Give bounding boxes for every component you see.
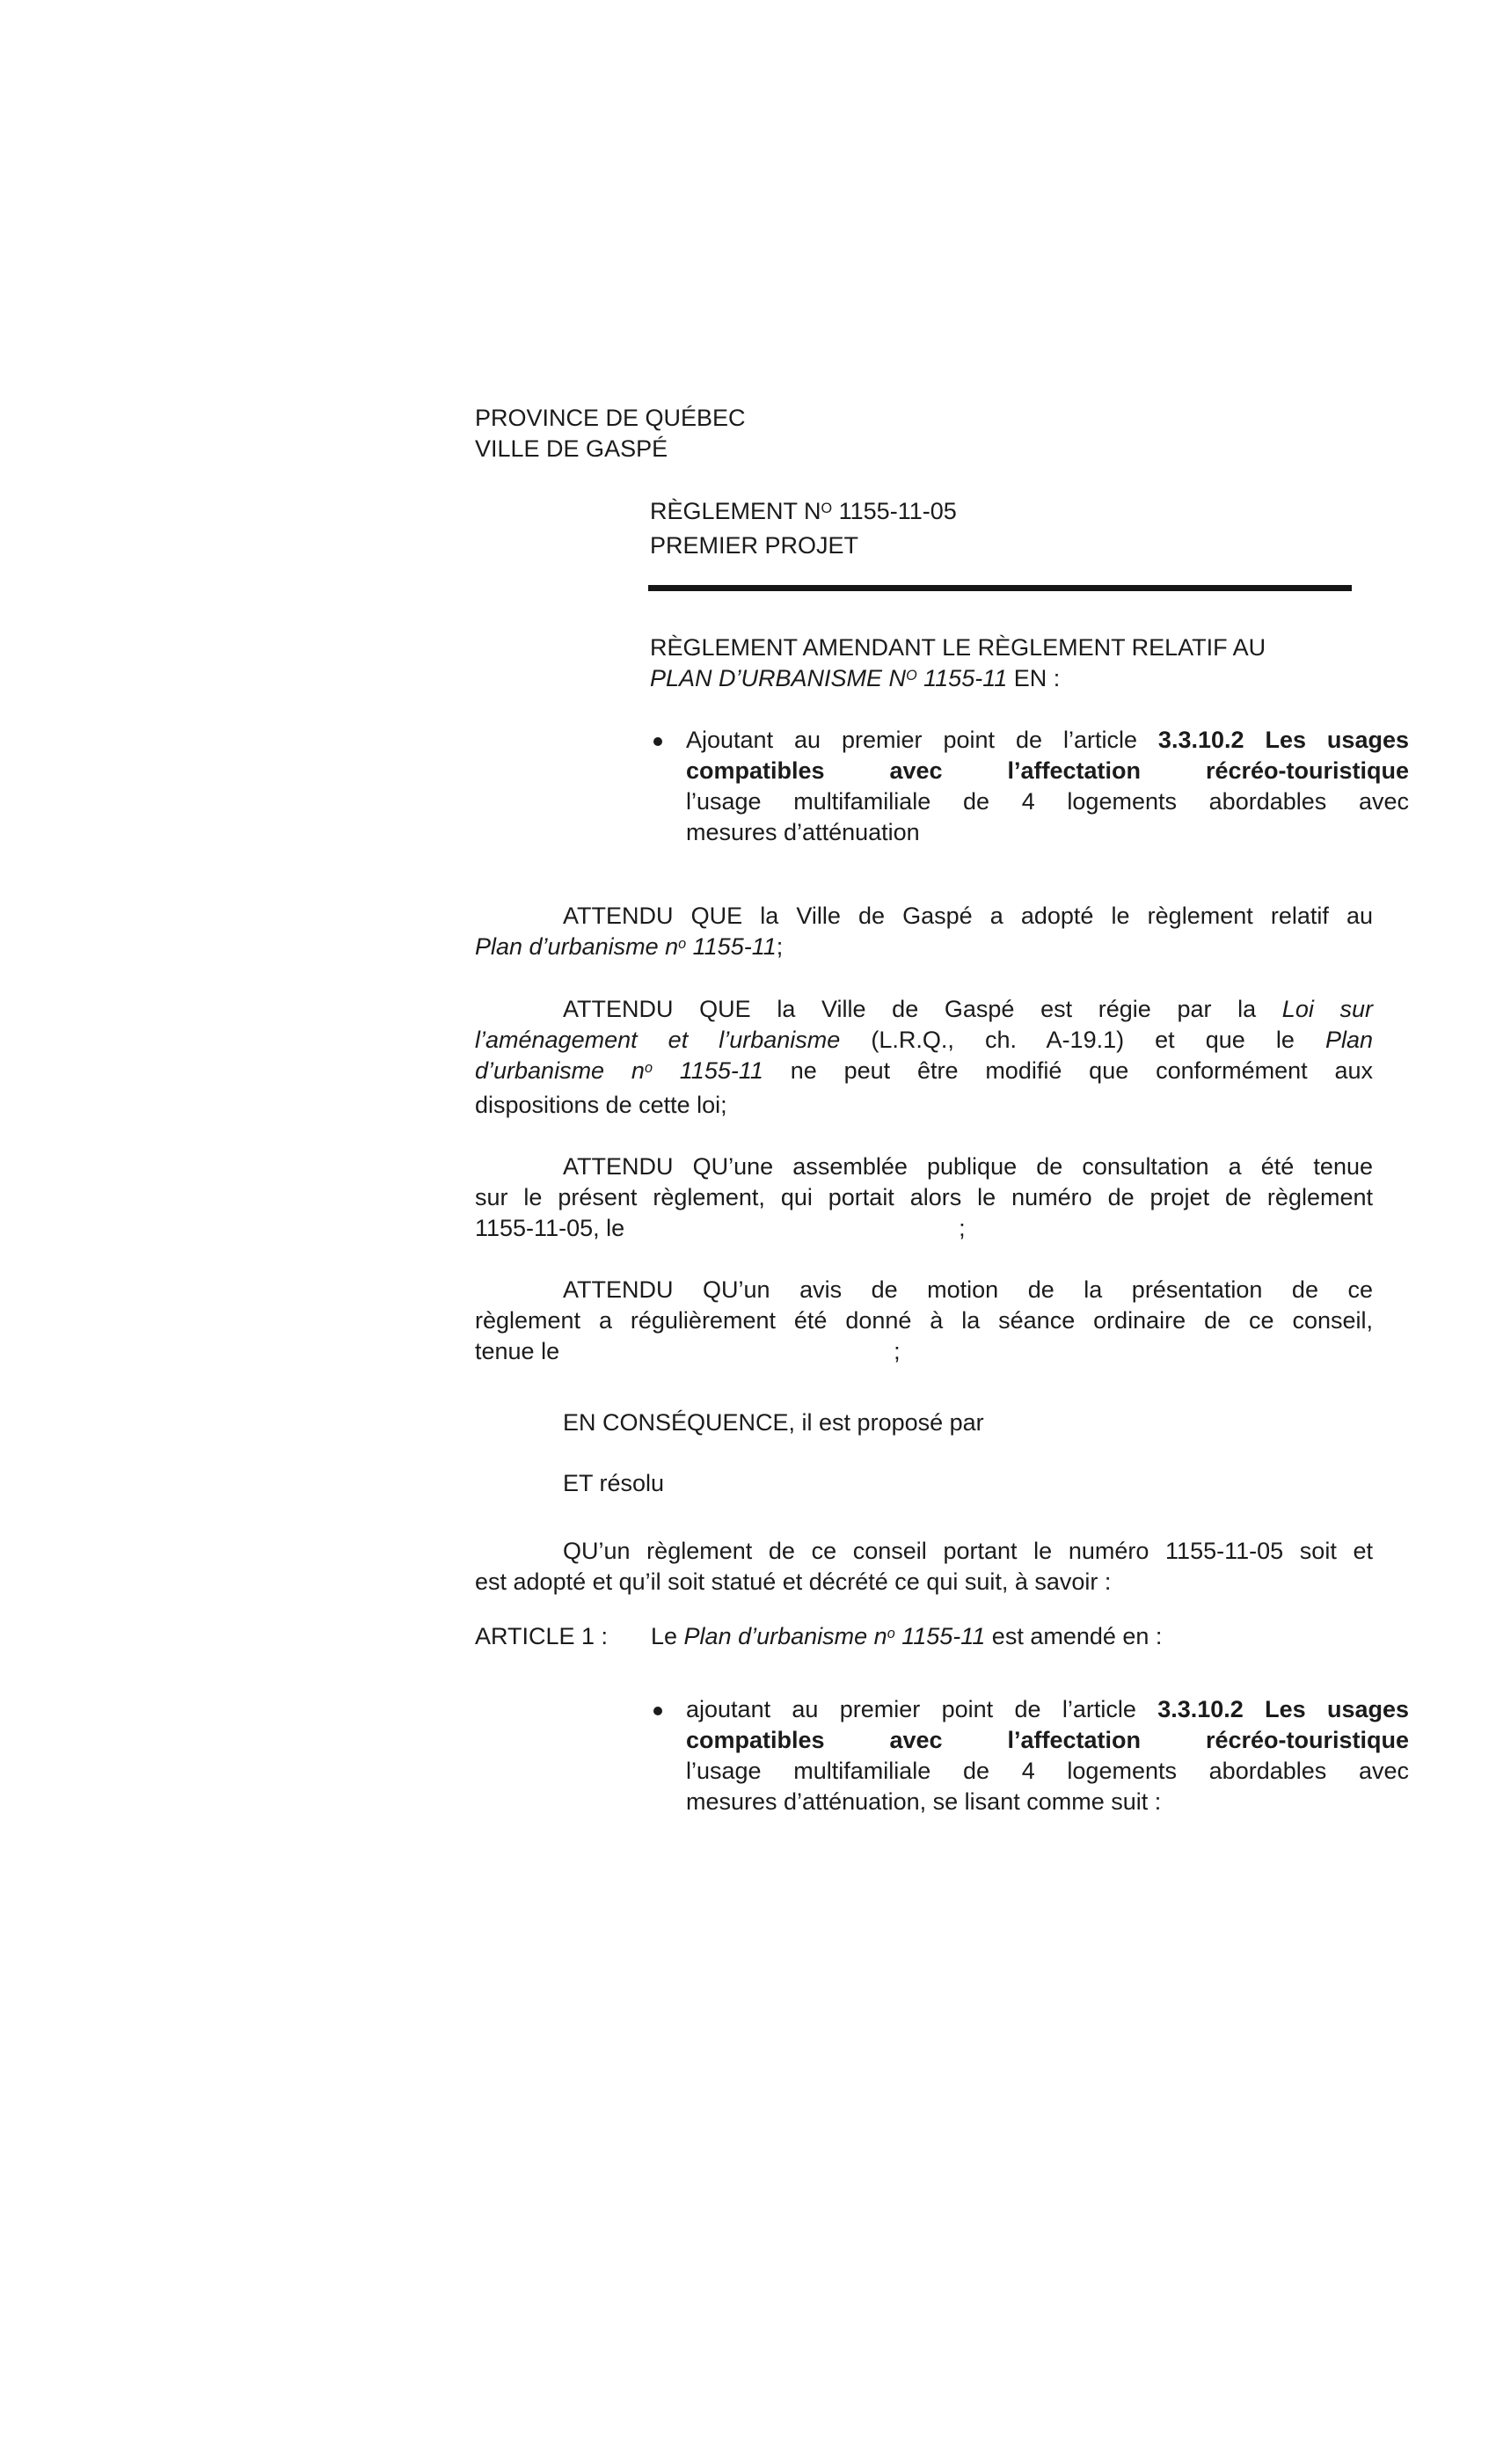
letterhead — [475, 403, 1373, 464]
text-run: EN : — [1007, 665, 1061, 691]
text-run: Plan d’urbanisme n — [683, 1623, 887, 1649]
text-line — [475, 994, 1373, 1025]
bullet-body — [686, 725, 1409, 848]
article-label: ARTICLE 1 : — [475, 1623, 609, 1649]
text-run: o — [887, 1625, 895, 1641]
text-line — [475, 1182, 1373, 1213]
text-run: 1155-11-05, le — [475, 1215, 625, 1241]
text-run: (L.R.Q., ch. A-19.1) et que le — [840, 1027, 1325, 1053]
text-run: l’usage multifamiliale de 4 logements abordables avec — [686, 788, 1409, 815]
text-run: règlement a régulièrement été donné à la séance ordinaire de ce conseil, — [475, 1307, 1373, 1334]
text-run: Plan — [1325, 1027, 1373, 1053]
text-line — [475, 1152, 1373, 1182]
text-line — [475, 1056, 1373, 1090]
text-run: Plan d’urbanisme n — [475, 933, 679, 960]
text-run: o — [644, 1059, 653, 1076]
text-line — [475, 1025, 1373, 1056]
para-et-resolu — [475, 1468, 1373, 1499]
text-run: tenue le — [475, 1338, 560, 1364]
text-line — [475, 403, 1373, 434]
text-run: l’aménagement et l’urbanisme — [475, 1027, 841, 1053]
bullet-body — [686, 1694, 1409, 1817]
text-run: O — [821, 500, 833, 516]
text-line — [475, 1275, 1373, 1305]
text-run: o — [678, 935, 687, 952]
text-line — [475, 1213, 1373, 1244]
text-run: sur le présent règlement, qui portait alors le numéro de projet de règlement — [475, 1184, 1373, 1210]
text-run: 3.3.10.2 Les usages — [1157, 1696, 1409, 1722]
para-attendu-1 — [475, 901, 1373, 966]
text-line — [686, 756, 1409, 786]
text-run: ET résolu — [563, 1470, 665, 1496]
text-run: mesures d’atténuation — [686, 819, 920, 845]
article-content — [651, 1621, 1373, 1656]
text-run: PREMIER PROJET — [650, 532, 859, 559]
text-run: Ajoutant au premier point de l’article — [686, 727, 1158, 753]
text-run: 1155-11-05 — [832, 498, 957, 524]
text-run: EN CONSÉQUENCE, il est proposé par — [563, 1409, 984, 1436]
text-line — [475, 1536, 1373, 1567]
bullet-icon — [653, 737, 662, 746]
text-run: ; — [894, 1338, 901, 1364]
para-quun-reglement — [475, 1536, 1373, 1598]
text-run: PLAN D’URBANISME N — [650, 665, 907, 691]
text-run: ATTENDU QUE la Ville de Gaspé a adopté le règlement relatif au — [563, 903, 1373, 929]
text-line — [686, 1725, 1409, 1756]
text-line — [475, 1468, 1373, 1499]
amending-heading — [650, 632, 1389, 698]
text-run: ATTENDU QUE la Ville de Gaspé est régie par la — [563, 996, 1282, 1022]
text-line — [475, 1305, 1373, 1336]
text-line — [650, 496, 1389, 530]
bullet-item-2 — [650, 1694, 1409, 1817]
para-consequence — [475, 1407, 1373, 1438]
bullet-item-1 — [650, 725, 1409, 848]
text-run: est adopté et qu’il soit statué et décrété ce qui suit, à savoir : — [475, 1568, 1112, 1595]
text-run: ajoutant au premier point de l’article — [686, 1696, 1158, 1722]
para-attendu-3 — [475, 1152, 1373, 1244]
text-line — [686, 817, 1409, 848]
text-run: 1155-11 — [916, 665, 1008, 691]
text-run: Loi sur — [1281, 996, 1373, 1022]
text-line — [475, 1090, 1373, 1121]
text-run: ; — [776, 933, 784, 960]
reglement-number-title — [650, 496, 1389, 561]
text-line — [475, 1336, 1373, 1367]
text-line — [650, 632, 1389, 663]
text-line — [686, 786, 1409, 817]
text-run: RÈGLEMENT AMENDANT LE RÈGLEMENT RELATIF AU — [650, 634, 1266, 661]
text-line — [475, 434, 1373, 464]
bullet-icon — [653, 1707, 662, 1715]
text-run: 1155-11 — [894, 1623, 986, 1649]
text-run: compatibles avec l’affectation récréo-touristique — [686, 757, 1409, 784]
text-run: d’urbanisme n — [475, 1057, 645, 1084]
text-run: PROVINCE DE QUÉBEC — [475, 405, 746, 431]
text-line — [686, 725, 1409, 756]
article-1 — [475, 1621, 1373, 1656]
title-underline-rule — [648, 585, 1352, 591]
text-run: 3.3.10.2 Les usages — [1157, 727, 1409, 753]
text-run: ; — [959, 1215, 966, 1241]
text-line — [650, 530, 1389, 561]
text-line — [686, 1756, 1409, 1787]
text-run: VILLE DE GASPÉ — [475, 435, 668, 462]
text-run: dispositions de cette loi; — [475, 1092, 727, 1118]
text-line — [475, 932, 1373, 966]
text-run: 1155-11 — [652, 1057, 763, 1084]
text-line — [686, 1787, 1409, 1817]
para-attendu-2 — [475, 994, 1373, 1121]
para-attendu-4 — [475, 1275, 1373, 1367]
text-run: O — [906, 667, 917, 684]
text-run: mesures d’atténuation, se lisant comme suit : — [686, 1788, 1162, 1815]
text-run: ATTENDU QU’un avis de motion de la présentation de ce — [563, 1276, 1373, 1303]
text-run: Le — [651, 1623, 684, 1649]
text-run: ne peut être modifié que conformément aux — [763, 1057, 1374, 1084]
text-run: compatibles avec l’affectation récréo-touristique — [686, 1727, 1409, 1753]
text-line — [475, 1407, 1373, 1438]
text-line — [686, 1694, 1409, 1725]
text-line — [650, 663, 1389, 698]
text-run: est amendé en : — [985, 1623, 1163, 1649]
text-run: l’usage multifamiliale de 4 logements abordables avec — [686, 1758, 1409, 1784]
text-run: ATTENDU QU’une assemblée publique de consultation a été tenue — [563, 1153, 1373, 1180]
text-line — [475, 1567, 1373, 1598]
text-run: 1155-11 — [686, 933, 777, 960]
text-line — [475, 901, 1373, 932]
text-run: RÈGLEMENT N — [650, 498, 821, 524]
text-run: QU’un règlement de ce conseil portant le numéro 1155-11-05 soit et — [563, 1538, 1373, 1564]
